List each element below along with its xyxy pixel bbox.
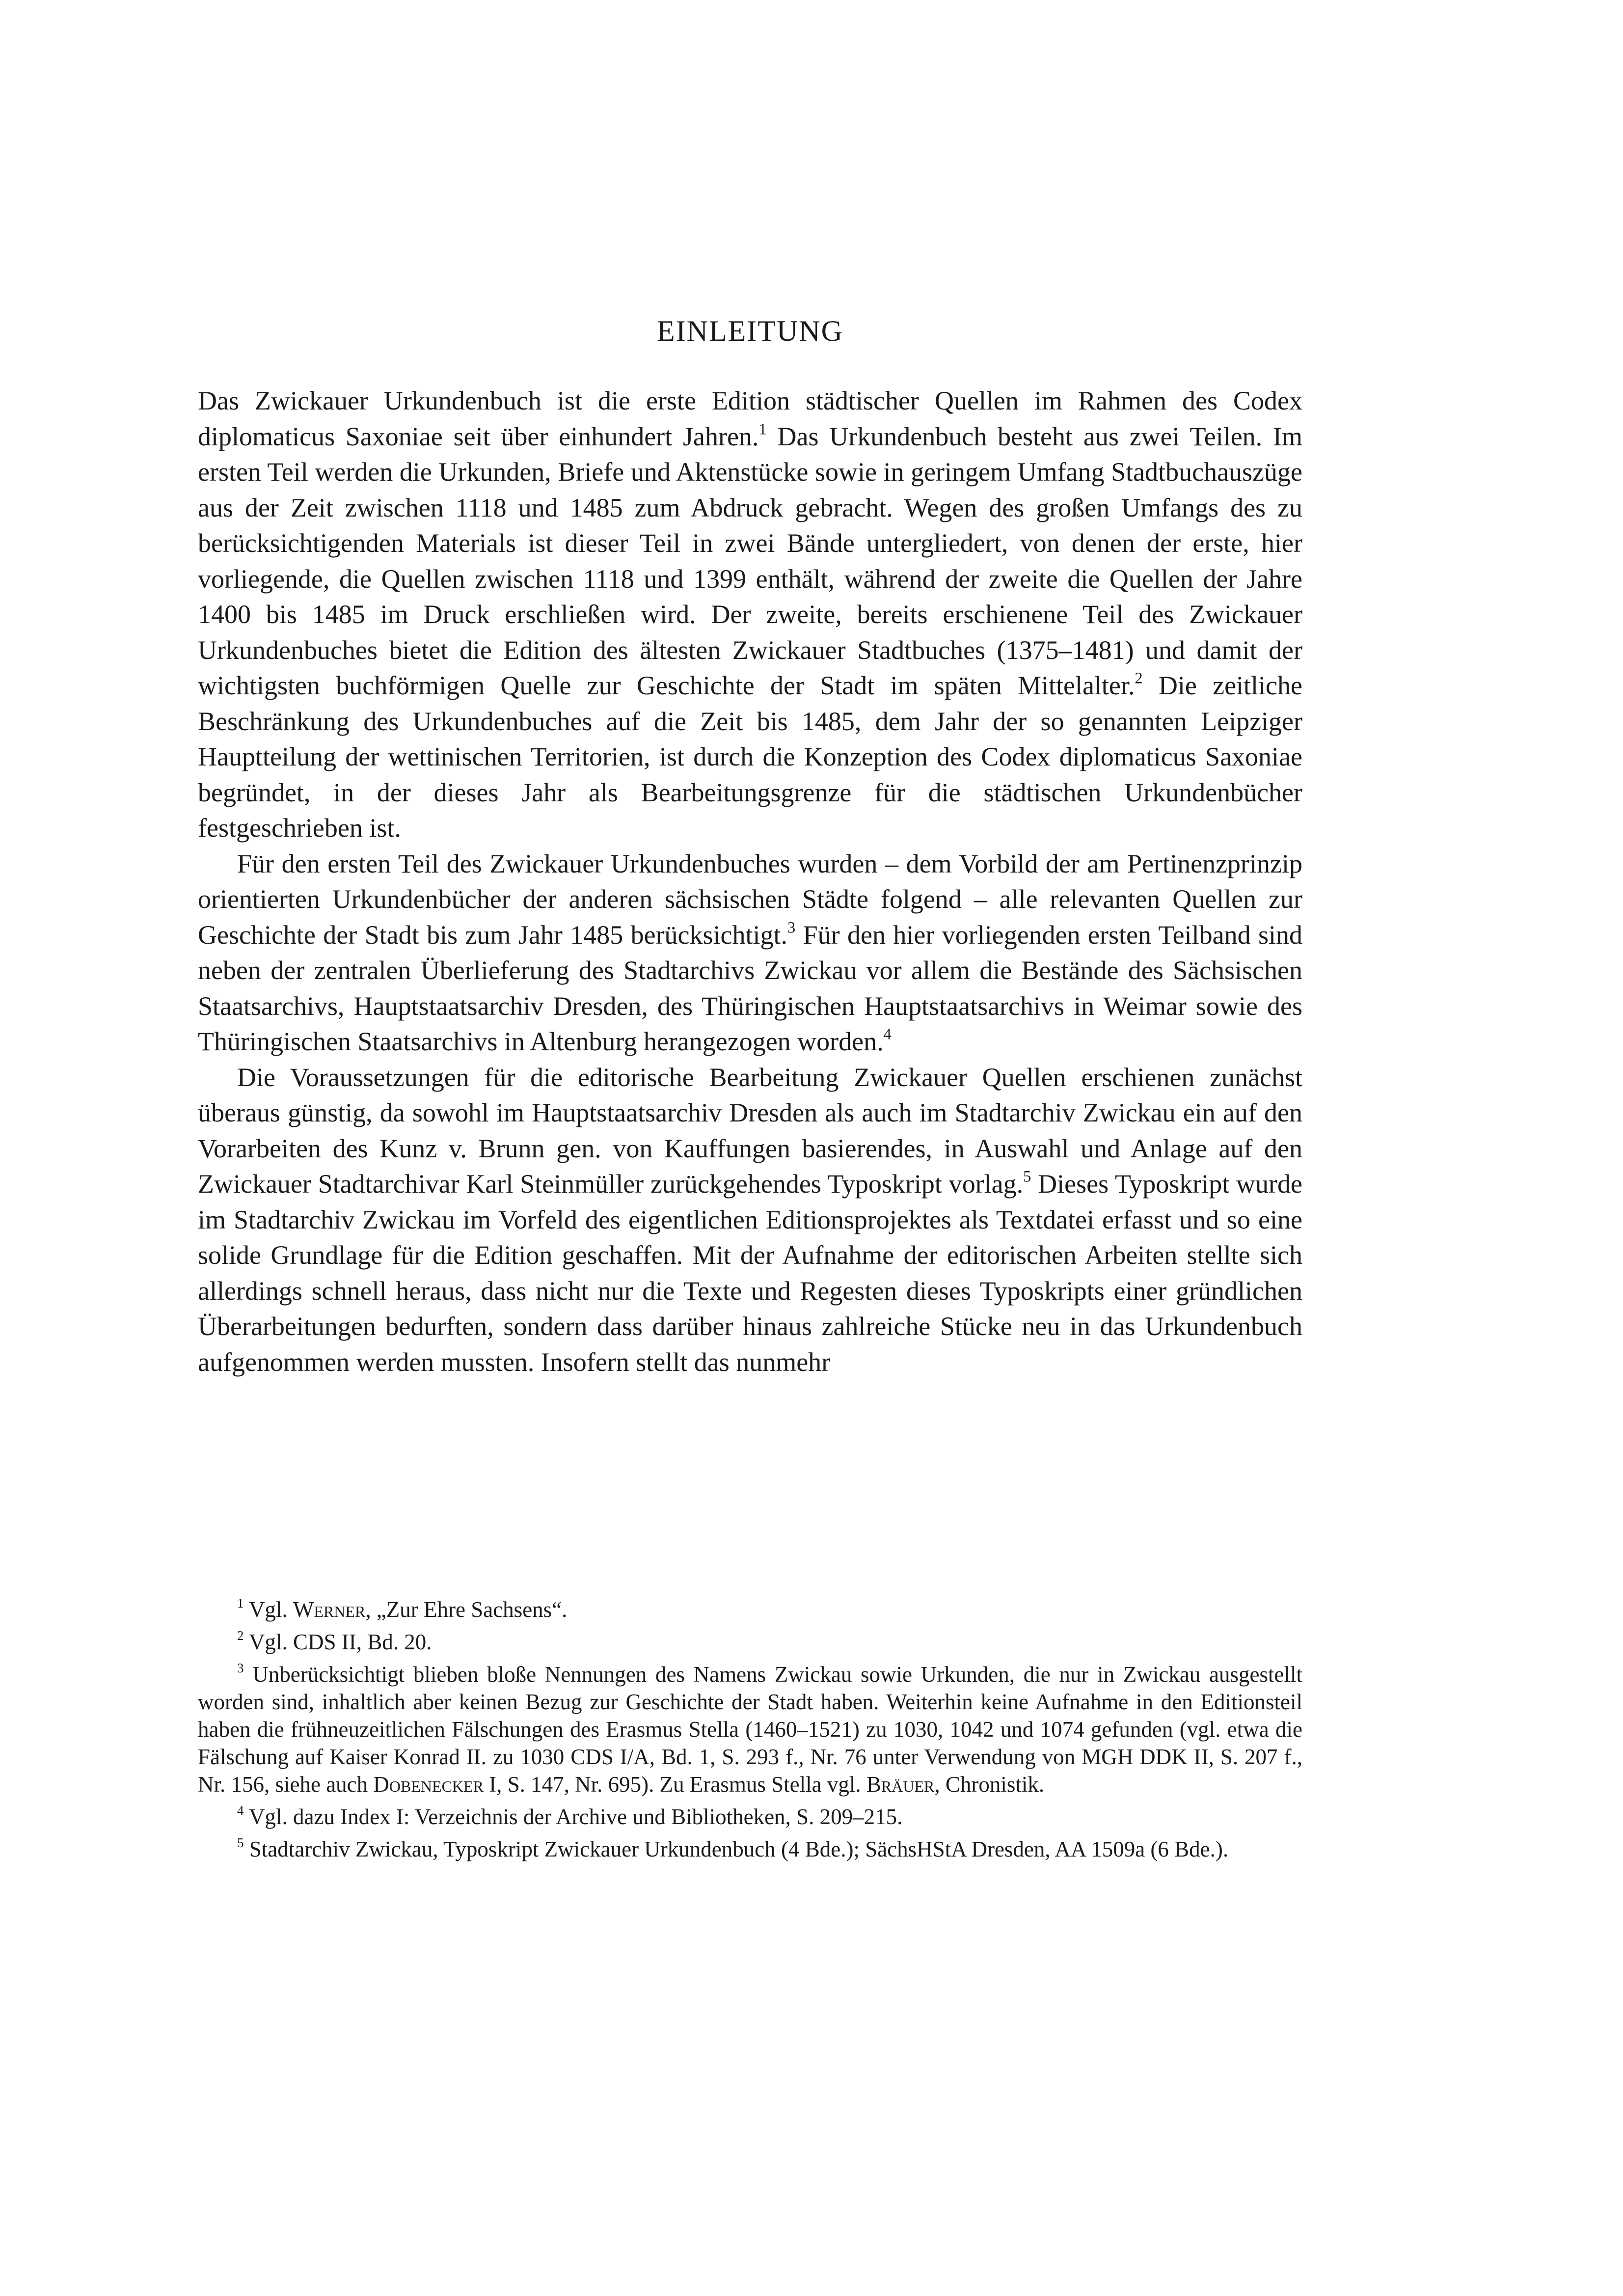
footnote-number: 4 [237,1803,244,1818]
page-title: EINLEITUNG [657,315,843,347]
footnote-text: Vgl. [248,1597,293,1622]
footnote-ref: 4 [883,1025,892,1043]
footnote [198,1596,1302,1623]
footnote-ref: 1 [758,420,767,438]
footnote-text: Unberücksichtigt blieben bloße Nennungen des Namens Zwickau sowie Urkunden, die nur in Zwickau ausgestellt worden sind, inhaltlich aber keinen Bezug zur Geschichte der Stadt haben. Weiterhin keine Aufnahme in den Editionsteil haben die frühneuzeitlichen Fälschungen des Erasmus Stella (1460–1521) zu 1030, 1042 und 1074 gefunden (vgl. etwa die Fälschung auf Kaiser Konrad II. zu 1030 CDS I/A, Bd. 1, S. 293 f., Nr. 76 unter Verwendung von MGH DDK II, S. 207 f., Nr. 156, siehe auch [198,1662,1302,1797]
paragraph-text: Die Voraussetzungen für die editorische Bearbeitung Zwickauer Quellen erschienen zunächst überaus günstig, da sowohl im Hauptstaatsarchiv Dresden als auch im Stadtarchiv Zwickau ein auf den Vorarbeiten des Kunz v. Brunn gen. von Kauffungen basierendes, in Auswahl und Anlage auf den Zwickauer Stadtarchivar Karl Steinmüller zurückgehendes Typoskript vorlag. [198,1062,1302,1199]
paragraph [198,1060,1302,1380]
footnote-text: Vgl. dazu Index I: Verzeichnis der Archive und Bibliotheken, S. 209–215. [248,1804,903,1829]
footnote-author: Dobenecker [373,1772,484,1797]
footnote-text: , Chronistik. [934,1772,1045,1797]
footnote-text: I, S. 147, Nr. 695). Zu Erasmus Stella vgl. [483,1772,866,1797]
footnote-number: 3 [237,1661,244,1676]
footnote-number: 2 [237,1628,244,1643]
footnote-author: Bräuer [866,1772,935,1797]
paragraph-text: Für den ersten Teil des Zwickauer Urkundenbuches wurden – dem Vorbild der am Pertinenzprinzip orientierten Urkundenbücher der anderen sächsischen Städte folgend – alle relevanten Quellen zur Geschichte der Stadt bis zum Jahr 1485 berücksichtigt. [198,848,1302,950]
paragraph-text: Das Zwickauer Urkundenbuch ist die erste Edition städtischer Quellen im Rahmen des Codex diplomaticus Saxoniae seit über einhundert Jahren. [198,386,1302,451]
introduction-body [198,383,1302,1380]
footnote-text: Vgl. CDS II, Bd. 20. [248,1630,432,1654]
footnote-number: 5 [237,1835,244,1851]
paragraph-text: Für den hier vorliegenden ersten Teilband sind neben der zentralen Überlieferung des Stadtarchivs Zwickau vor allem die Bestände des Sächsischen Staatsarchivs, Hauptstaatsarchiv Dresden, des Thüringischen Hauptstaatsarchivs in Weimar sowie des Thüringischen Staatsarchivs in Altenburg herangezogen worden. [198,920,1302,1056]
footnote-author: Werner [293,1597,366,1622]
footnote [198,1628,1302,1656]
footnote-ref: 2 [1135,669,1143,687]
footnote-ref: 5 [1023,1168,1031,1186]
footnotes [198,1596,1302,1868]
paragraph-text: Das Urkundenbuch besteht aus zwei Teilen. Im ersten Teil werden die Urkunden, Briefe und Aktenstücke sowie in geringem Umfang Stadtbuchauszüge aus der Zeit zwischen 1118 und 1485 zum Abdruck gebracht. Wegen des großen Umfangs des zu berücksichtigenden Materials ist dieser Teil in zwei Bände untergliedert, von denen der erste, hier vorliegende, die Quellen zwischen 1118 und 1399 enthält, während der zweite die Quellen der Jahre 1400 bis 1485 im Druck erschließen wird. Der zweite, bereits erschienene Teil des Zwickauer Urkundenbuches bietet die Edition des ältesten Zwickauer Stadtbuches (1375–1481) und damit der wichtigsten buchförmigen Quelle zur Geschichte der Stadt im späten Mittelalter. [198,421,1302,700]
footnote-ref: 3 [787,918,796,936]
footnote-text: , „Zur Ehre Sachsens“. [365,1597,568,1622]
footnote-number: 1 [237,1596,244,1611]
footnote [198,1803,1302,1831]
paragraph [198,846,1302,1060]
footnote [198,1661,1302,1798]
paragraph [198,383,1302,846]
footnote [198,1835,1302,1863]
paragraph-text: Die zeitliche Beschränkung des Urkundenbuches auf die Zeit bis 1485, dem Jahr der so genannten Leipziger Hauptteilung der wettinischen Territorien, ist durch die Konzeption des Codex diplomaticus Saxoniae begründet, in der dieses Jahr als Bearbeitungsgrenze für die städtischen Urkundenbücher festgeschrieben ist. [198,671,1302,843]
paragraph-text: Dieses Typoskript wurde im Stadtarchiv Zwickau im Vorfeld des eigentlichen Editionsprojektes als Textdatei erfasst und so eine solide Grundlage für die Edition geschaffen. Mit der Aufnahme der editorischen Arbeiten stellte sich allerdings schnell heraus, dass nicht nur die Texte und Regesten dieses Typoskripts einer gründlichen Überarbeitungen bedurften, sondern dass darüber hinaus zahlreiche Stücke neu in das Urkundenbuch aufgenommen werden mussten. Insofern stellt das nunmehr [198,1169,1302,1377]
footnote-text: Stadtarchiv Zwickau, Typoskript Zwickauer Urkundenbuch (4 Bde.); SächsHStA Dresden, AA 1509a (6 Bde.). [249,1837,1229,1861]
